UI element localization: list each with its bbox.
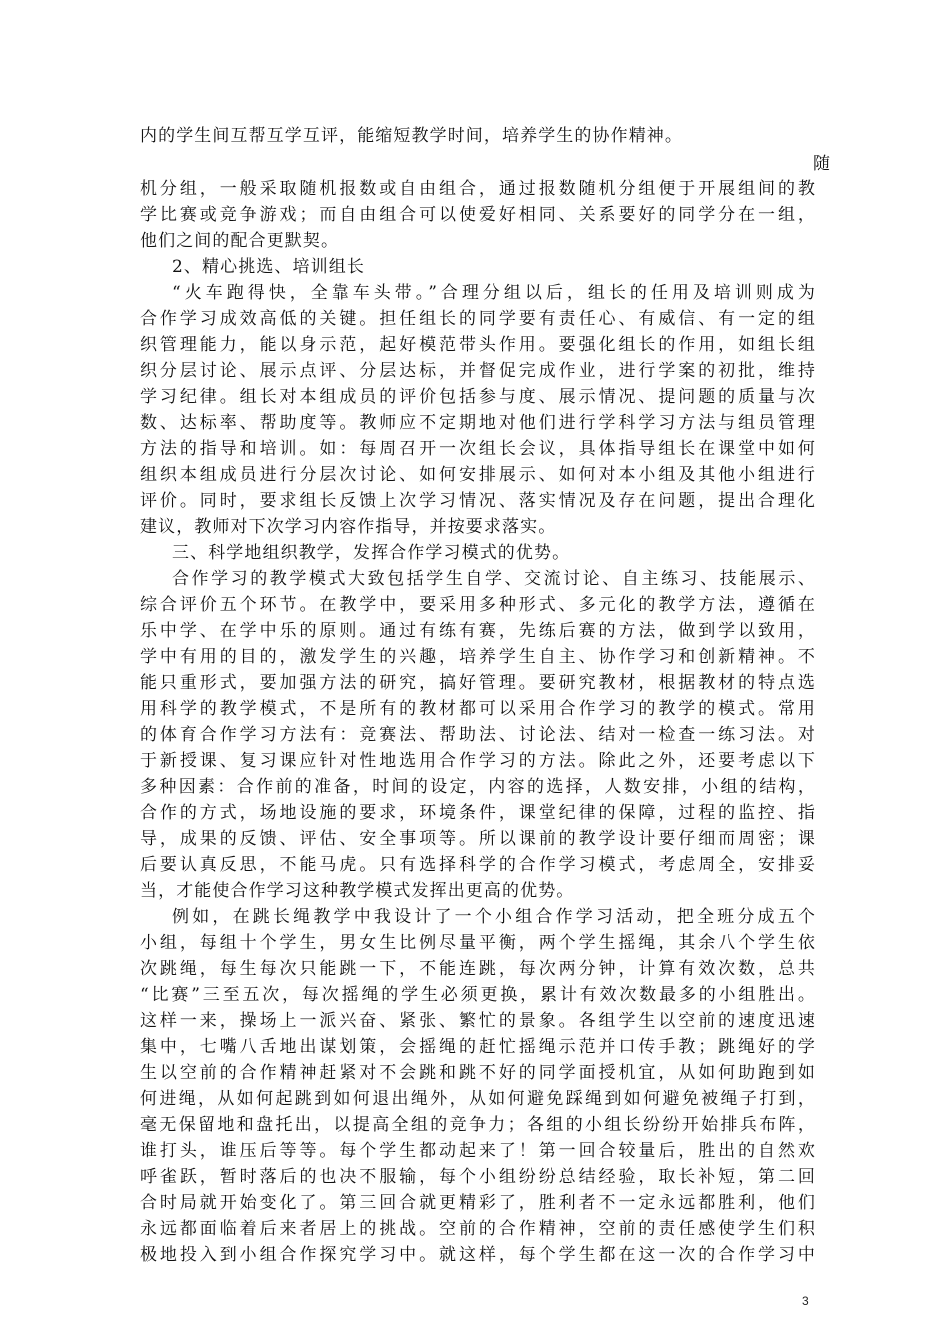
- text-line: 的体育合作学习方法有：竞赛法、帮助法、讨论法、结对一检查一练习法。对: [140, 725, 816, 745]
- text-line: “火车跑得快，全靠车头带。”合理分组以后，组长的任用及培训则成为: [172, 283, 816, 303]
- text-line: 毫无保留地和盘托出，以提高全组的竞争力；各组的小组长纷纷开始排兵布阵，: [140, 1115, 816, 1135]
- text-line: 合时局就开始变化了。第三回合就更精彩了，胜利者不一定永远都胜利，他们: [140, 1193, 816, 1213]
- text-line: 呼雀跃，暂时落后的也决不服输，每个小组纷纷总结经验，取长补短，第二回: [140, 1167, 816, 1187]
- text-line: 合作学习成效高低的关键。担任组长的同学要有责任心、有威信、有一定的组: [140, 309, 816, 329]
- text-line: “比赛”三至五次，每次摇绳的学生必须更换，累计有效次数最多的小组胜出。: [140, 985, 816, 1005]
- text-line: 后要认真反思，不能马虎。只有选择科学的合作学习模式，考虑周全，安排妥: [140, 855, 816, 875]
- text-line: 用科学的教学模式，不是所有的教材都可以采用合作学习的教学的模式。常用: [140, 699, 816, 719]
- text-line: 小组，每组十个学生，男女生比例尽量平衡，两个学生摇绳，其余八个学生依: [140, 933, 816, 953]
- text-line: 导，成果的反馈、评估、安全事项等。所以课前的教学设计要仔细而周密；课: [140, 829, 816, 849]
- text-line: 他们之间的配合更默契。: [140, 231, 340, 251]
- text-line: 数、达标率、帮助度等。教师应不定期地对他们进行学科学习方法与组员管理: [140, 413, 816, 433]
- text-line: 评价。同时，要求组长反馈上次学习情况、落实情况及存在问题，提出合理化: [140, 491, 816, 511]
- text-line: 谁打头，谁压后等等。每个学生都动起来了！第一回合较量后，胜出的自然欢: [140, 1141, 816, 1161]
- text-line: 机分组，一般采取随机报数或自由组合，通过报数随机分组便于开展组间的教: [140, 179, 816, 199]
- section-heading: 2、精心挑选、培训组长: [172, 257, 365, 277]
- text-line: 当，才能使合作学习这种教学模式发挥出更高的优势。: [140, 881, 575, 901]
- text-line: 多种因素：合作前的准备，时间的设定，内容的选择，人数安排，小组的结构，: [140, 777, 816, 797]
- section-heading: 三、科学地组织教学，发挥合作学习模式的优势。: [172, 543, 571, 563]
- text-line: 例如，在跳长绳教学中我设计了一个小组合作学习活动，把全班分成五个: [172, 907, 816, 927]
- text-line: 织管理能力，能以身示范，起好模范带头作用。要强化组长的作用，如组长组: [140, 335, 816, 355]
- text-line: 次跳绳，每生每次只能跳一下，不能连跳，每次两分钟，计算有效次数，总共: [140, 959, 816, 979]
- text-line: 建议，教师对下次学习内容作指导，并按要求落实。: [140, 517, 557, 537]
- text-line: 生以空前的合作精神赶紧对不会跳和跳不好的同学面授机宜，从如何助跑到如: [140, 1063, 816, 1083]
- text-line: 乐中学、在学中乐的原则。通过有练有赛，先练后赛的方法，做到学以致用，: [140, 621, 816, 641]
- text-line: 综合评价五个环节。在教学中，要采用多种形式、多元化的教学方法，遵循在: [140, 595, 816, 615]
- text-fragment: 随: [813, 154, 830, 174]
- text-line: 组织本组成员进行分层次讨论、如何安排展示、如何对本小组及其他小组进行: [140, 465, 816, 485]
- text-line: 这样一来，操场上一派兴奋、紧张、繁忙的景象。各组学生以空前的速度迅速: [140, 1011, 816, 1031]
- page-number: 3: [802, 1294, 809, 1308]
- text-line: 于新授课、复习课应针对性地选用合作学习的方法。除此之外，还要考虑以下: [140, 751, 816, 771]
- text-line: 集中，七嘴八舌地出谋划策，会摇绳的赶忙摇绳示范并口传手教；跳绳好的学: [140, 1037, 816, 1057]
- text-line: 织分层讨论、展示点评、分层达标，并督促完成作业，进行学案的初批，维持: [140, 361, 816, 381]
- text-line: 学习纪律。组长对本组成员的评价包括参与度、展示情况、提问题的质量与次: [140, 387, 816, 407]
- text-line: 合作学习的教学模式大致包括学生自学、交流讨论、自主练习、技能展示、: [172, 569, 816, 589]
- text-line: 内的学生间互帮互学互评，能缩短教学时间，培养学生的协作精神。: [140, 126, 683, 146]
- text-line: 极地投入到小组合作探究学习中。就这样，每个学生都在这一次的合作学习中: [140, 1245, 816, 1265]
- text-line: 合作的方式，场地设施的要求，环境条件，课堂纪律的保障，过程的监控、指: [140, 803, 816, 823]
- text-line: 何进绳，从如何起跳到如何退出绳外，从如何避免踩绳到如何避免被绳子打到，: [140, 1089, 816, 1109]
- text-line: 方法的指导和培训。如：每周召开一次组长会议，具体指导组长在课堂中如何: [140, 439, 816, 459]
- text-line: 能只重形式，要加强方法的研究，搞好管理。要研究教材，根据教材的特点选: [140, 673, 816, 693]
- text-line: 学中有用的目的，激发学生的兴趣，培养学生自主、协作学习和创新精神。不: [140, 647, 816, 667]
- text-line: 学比赛或竞争游戏；而自由组合可以使爱好相同、关系要好的同学分在一组，: [140, 205, 816, 225]
- text-line: 永远都面临着后来者居上的挑战。空前的合作精神，空前的责任感使学生们积: [140, 1219, 816, 1239]
